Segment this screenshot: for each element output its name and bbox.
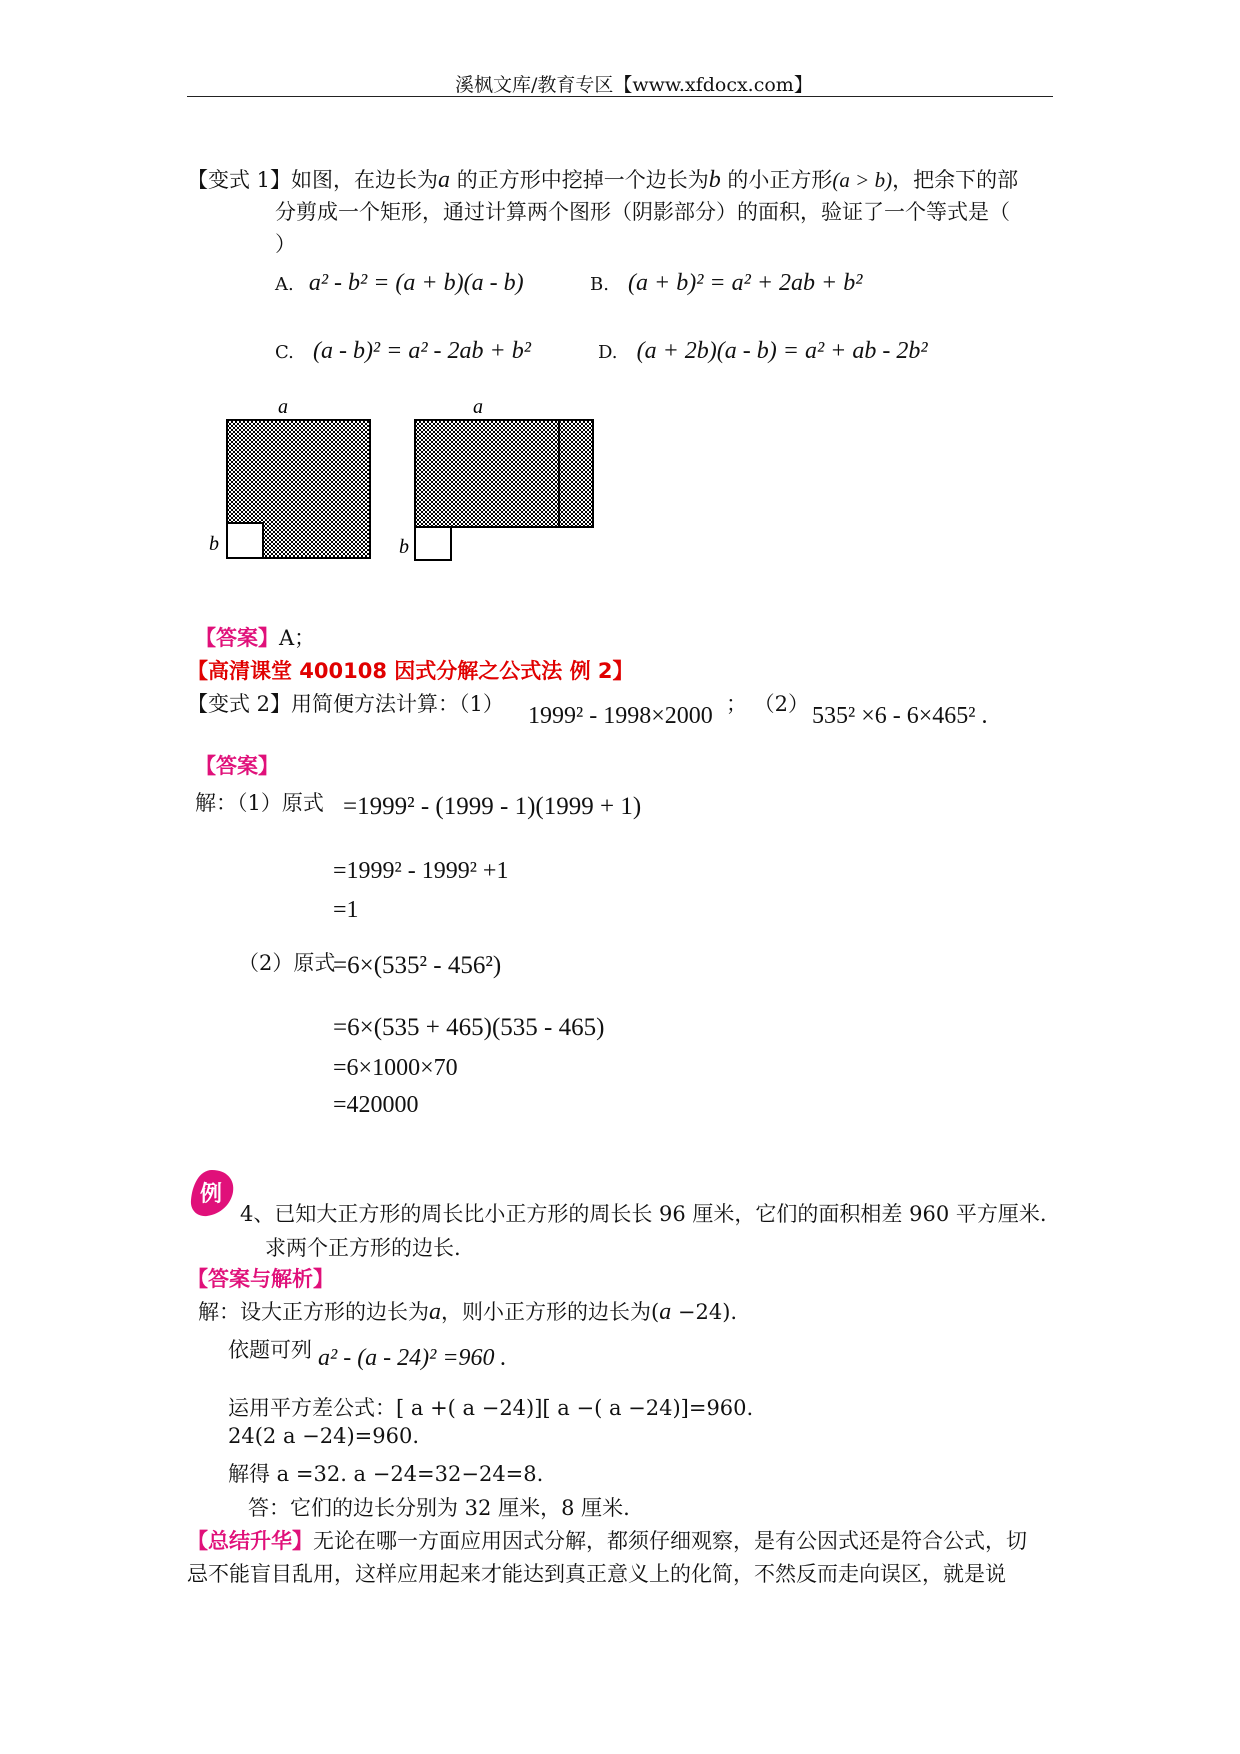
- header-rule: [187, 96, 1053, 97]
- right-small-square: [415, 527, 451, 560]
- sol2-line2: =6×(535 + 465)(535 - 465): [333, 1014, 605, 1041]
- variant1-figure: [205, 395, 605, 570]
- right-fig-label-a: a: [473, 396, 483, 418]
- example4-line2: 求两个正方形的边长.: [265, 1236, 461, 1260]
- lesson-title: 【高清课堂 400108 因式分解之公式法 例 2】: [187, 659, 634, 683]
- variant1-line3: ）: [275, 232, 296, 256]
- example-badge-icon: [187, 1168, 237, 1218]
- sol2-line4: =420000: [333, 1092, 419, 1118]
- sol1-line1: =1999² - (1999 - 1)(1999 + 1): [343, 793, 642, 820]
- sol2-line1: =6×(535² - 456²): [333, 952, 502, 979]
- left-small-square: [227, 523, 263, 558]
- variant1-answer: 【答案】A；: [195, 626, 316, 650]
- right-fig-label-b: b: [399, 536, 409, 558]
- option-a[interactable]: A. a² - b² = (a + b)(a - b): [275, 270, 524, 296]
- example4-eq: a² - (a - 24)² =960 .: [318, 1345, 507, 1371]
- variant2-sep: ； （2）: [726, 692, 810, 716]
- right-rectangle: [415, 420, 593, 527]
- example4-answer-tag: 【答案与解析】: [187, 1267, 334, 1291]
- left-fig-label-a: a: [278, 396, 288, 418]
- example4-conclusion: 答：它们的边长分别为 32 厘米，8 厘米.: [248, 1496, 630, 1520]
- sol1-line3: =1: [333, 897, 359, 923]
- example4-sol-line1: 解：设大正方形的边长为a，则小正方形的边长为(a −24).: [198, 1299, 738, 1325]
- left-fig-label-b: b: [209, 533, 219, 555]
- example4-eq-intro: 依题可列: [228, 1338, 312, 1362]
- variant1-line1: 【变式 1】如图，在边长为a 的正方形中挖掉一个边长为b 的小正方形(a > b)，把余下的部: [187, 167, 1019, 193]
- sol2-line3: =6×1000×70: [333, 1055, 458, 1081]
- example4-step3: 解得 a =32. a −24=32−24=8.: [228, 1462, 544, 1486]
- variant2-expr1: 1999² - 1998×2000: [528, 703, 713, 729]
- variant2-sol-intro: 解：（1）原式: [195, 791, 324, 815]
- example4-line1: 4、已知大正方形的周长比小正方形的周长长 96 厘米，它们的面积相差 960 平方厘米.: [240, 1202, 1047, 1226]
- page-header: 溪枫文库/教育专区【www.xfdocx.com】: [455, 74, 813, 96]
- option-c[interactable]: C. (a - b)² = a² - 2ab + b²: [275, 338, 531, 364]
- summary-line2: 忌不能盲目乱用，这样应用起来才能达到真正意义上的化简，不然反而走向误区，就是说: [187, 1562, 1006, 1586]
- option-b[interactable]: B. (a + b)² = a² + 2ab + b²: [590, 270, 863, 296]
- example4-step2: 24(2 a −24)=960.: [228, 1424, 420, 1448]
- variant2-prefix: 【变式 2】用简便方法计算：（1）: [187, 692, 504, 716]
- example4-step1: 运用平方差公式：[ a +( a −24)][ a −( a −24)]=960.: [228, 1396, 754, 1420]
- svg-text:例: 例: [199, 1182, 223, 1207]
- variant1-line2: 分剪成一个矩形，通过计算两个图形（阴影部分）的面积，验证了一个等式是（: [275, 200, 1010, 224]
- option-d[interactable]: D. (a + 2b)(a - b) = a² + ab - 2b²: [598, 338, 928, 364]
- variant2-sol2-intro: （2）原式: [238, 951, 336, 975]
- variant2-expr2: 535² ×6 - 6×465² .: [812, 703, 988, 729]
- summary-line1: 【总结升华】无论在哪一方面应用因式分解，都须仔细观察，是有公因式还是符合公式，切: [187, 1529, 1027, 1553]
- sol1-line2: =1999² - 1999² +1: [333, 858, 509, 884]
- variant2-answer-tag: 【答案】: [195, 754, 279, 778]
